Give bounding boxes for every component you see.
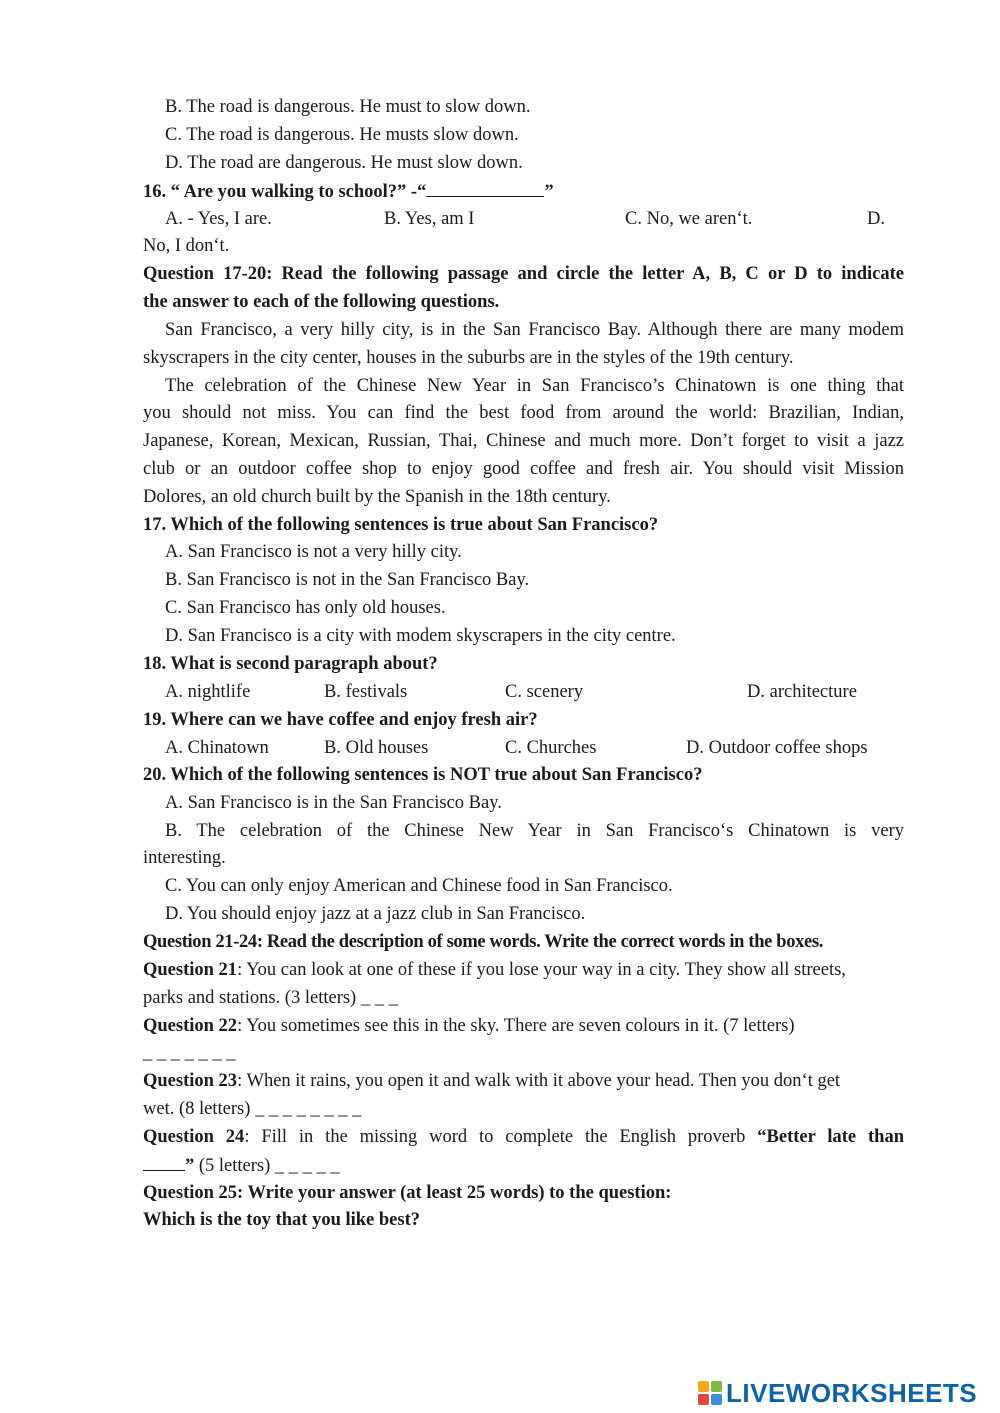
q25-stem: Question 25: Write your answer (at least 25 words) to the question: <box>143 1183 672 1203</box>
q16-answer-blank[interactable] <box>426 180 544 197</box>
q20-option-c: C. You can only enjoy American and Chinese food in San Francisco. <box>165 876 673 896</box>
passage-paragraph-2-line4: club or an outdoor coffee shop to enjoy good coffee and fresh air. You should visit Mission <box>143 459 904 479</box>
q22-text: Question 22: You sometimes see this in the sky. There are seven colours in it. (7 letters) <box>143 1016 795 1036</box>
liveworksheets-wordmark: LIVEWORKSHEETS <box>726 1377 978 1408</box>
passage-paragraph-2-line5: Dolores, an old church built by the Spanish in the 18th century. <box>143 487 611 507</box>
q19-option-c: C. Churches <box>505 738 597 758</box>
section-21-24-heading: Question 21-24: Read the description of some words. Write the correct words in the boxes. <box>143 932 823 952</box>
q16-option-b: B. Yes, am I <box>384 209 475 229</box>
q22-answer-blanks[interactable]: _ _ _ _ _ _ _ <box>143 1043 236 1063</box>
q16-option-a: A. - Yes, I are. <box>165 209 272 229</box>
q18-option-a: A. nightlife <box>165 682 251 702</box>
q20-stem: 20. Which of the following sentences is NOT true about San Francisco? <box>143 765 703 785</box>
q20-option-b-cont: interesting. <box>143 848 226 868</box>
q24-label: Question 24 <box>143 1127 245 1147</box>
q21-text-cont[interactable]: parks and stations. (3 letters) _ _ _ <box>143 988 398 1008</box>
q18-option-b: B. festivals <box>324 682 408 702</box>
q19-option-d: D. Outdoor coffee shops <box>686 738 868 758</box>
q18-option-d: D. architecture <box>747 682 857 702</box>
q15-option-c: C. The road is dangerous. He musts slow down. <box>165 125 519 145</box>
q17-option-d: D. San Francisco is a city with modem skyscrapers in the city centre. <box>165 626 676 646</box>
q15-option-b: B. The road is dangerous. He must to slow down. <box>165 97 531 117</box>
q20-option-b: B. The celebration of the Chinese New Year in San Francisco‘s Chinatown is very <box>165 821 904 841</box>
q16-option-d-label: D. <box>867 209 885 229</box>
q16-option-d-text: No, I don‘t. <box>143 236 230 256</box>
q23-text: Question 23: When it rains, you open it and walk with it above your head. Then you don‘t get <box>143 1071 841 1091</box>
passage-paragraph-1-cont: skyscrapers in the city center, houses in the suburbs are in the styles of the 19th century. <box>143 348 794 368</box>
q19-option-a: A. Chinatown <box>165 738 269 758</box>
q24-text: Question 24: Fill in the missing word to complete the English proverb “Better late than <box>143 1127 904 1147</box>
q23-label: Question 23 <box>143 1071 238 1091</box>
q19-option-b: B. Old houses <box>324 738 429 758</box>
liveworksheets-mark-icon <box>698 1381 722 1405</box>
q24-proverb: “Better late than <box>757 1127 904 1147</box>
q24-answer-blanks[interactable]: (5 letters) _ _ _ _ _ <box>194 1156 340 1176</box>
q20-option-a: A. San Francisco is in the San Francisco Bay. <box>165 793 502 813</box>
passage-paragraph-2: The celebration of the Chinese New Year in San Francisco’s Chinatown is one thing that <box>165 376 904 396</box>
section-17-20-heading: Question 17-20: Read the following passage and circle the letter A, B, C or D to indicate <box>143 264 904 284</box>
passage-paragraph-1: San Francisco, a very hilly city, is in the San Francisco Bay. Although there are many modem <box>165 320 904 340</box>
q24-text-cont: ” (5 letters) _ _ _ _ _ <box>143 1154 340 1177</box>
q16-option-c: C. No, we aren‘t. <box>625 209 753 229</box>
q20-option-d: D. You should enjoy jazz at a jazz club in San Francisco. <box>165 904 586 924</box>
passage-paragraph-2-line2: you should not miss. You can find the best food from around the world: Brazilian, Indian, <box>143 403 904 423</box>
liveworksheets-logo <box>698 1378 977 1408</box>
q17-option-a: A. San Francisco is not a very hilly city. <box>165 542 462 562</box>
q16-stem: 16. “ Are you walking to school?” -“ ” <box>143 182 554 202</box>
q22-label: Question 22 <box>143 1016 238 1036</box>
section-17-20-heading-cont: the answer to each of the following questions. <box>143 292 500 312</box>
q21-label: Question 21 <box>143 960 238 980</box>
q15-option-d: D. The road are dangerous. He must slow down. <box>165 153 523 173</box>
q17-stem: 17. Which of the following sentences is true about San Francisco? <box>143 515 659 535</box>
q17-option-b: B. San Francisco is not in the San Francisco Bay. <box>165 570 530 590</box>
passage-paragraph-2-line3: Japanese, Korean, Mexican, Russian, Thai, Chinese and much more. Don’t forget to visit a jazz <box>143 431 904 451</box>
q21-text: Question 21: You can look at one of these if you lose your way in a city. They show all streets, <box>143 960 846 980</box>
q19-stem: 19. Where can we have coffee and enjoy fresh air? <box>143 710 538 730</box>
q18-option-c: C. scenery <box>505 682 584 702</box>
q25-question: Which is the toy that you like best? <box>143 1210 421 1230</box>
q23-text-cont[interactable]: wet. (8 letters) _ _ _ _ _ _ _ _ <box>143 1099 362 1119</box>
q18-stem: 18. What is second paragraph about? <box>143 654 438 674</box>
q17-option-c: C. San Francisco has only old houses. <box>165 598 446 618</box>
q24-proverb-blank[interactable] <box>143 1154 185 1171</box>
